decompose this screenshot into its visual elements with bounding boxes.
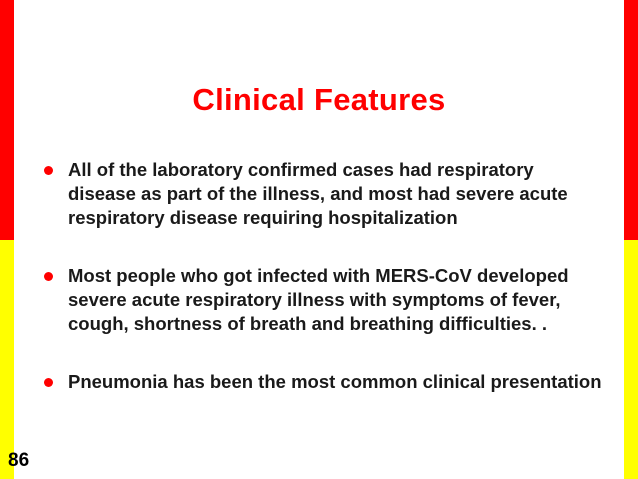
bullet-list	[44, 158, 604, 394]
bullet-text: Most people who got infected with MERS-CoV developed severe acute respiratory illness with symptoms of fever, cough, shortness of breath and breathing difficulties. .	[68, 265, 569, 334]
page-number: 86	[8, 450, 30, 471]
bullet-item	[44, 370, 604, 394]
bullet-item	[44, 158, 604, 230]
bullet-text: All of the laboratory confirmed cases had respiratory disease as part of the illness, and most had severe acute respiratory disease requiring hospitalization	[68, 159, 568, 228]
bullet-dot-icon	[44, 272, 53, 281]
bullet-text: Pneumonia has been the most common clinical presentation	[68, 371, 602, 392]
slide-title: Clinical Features	[192, 82, 446, 117]
bullet-dot-icon	[44, 378, 53, 387]
bullet-dot-icon	[44, 166, 53, 175]
bullet-item	[44, 264, 604, 336]
